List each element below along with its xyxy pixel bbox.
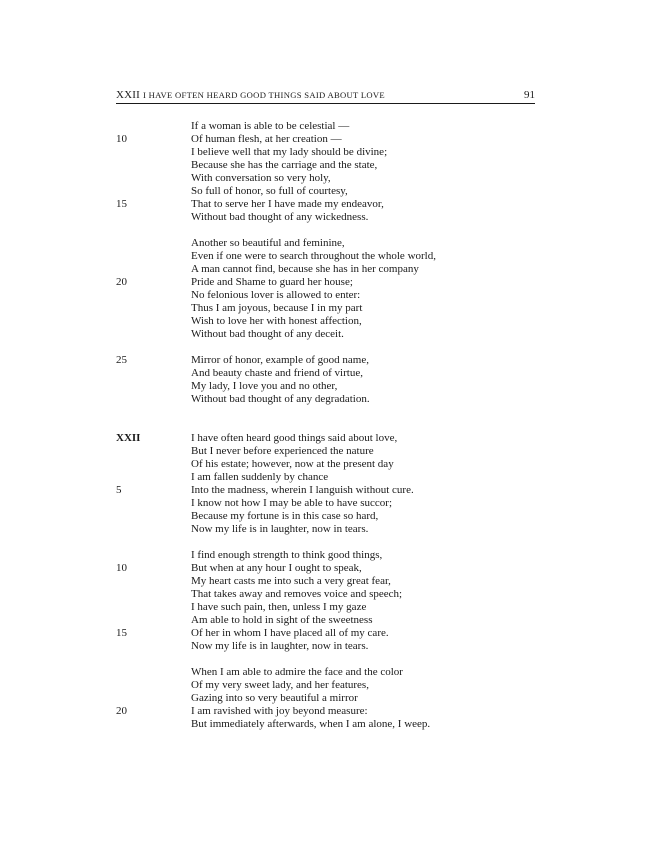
poem-line: No felonious lover is allowed to enter: bbox=[191, 289, 361, 301]
poem-line: Because she has the carriage and the state, bbox=[191, 159, 378, 171]
line-number: 25 bbox=[116, 354, 127, 366]
line-number: 15 bbox=[116, 627, 127, 639]
poem-line: Because my fortune is in this case so hard, bbox=[191, 510, 379, 522]
poem-line: Of my very sweet lady, and her features, bbox=[191, 679, 369, 691]
poem-line: Now my life is in laughter, now in tears. bbox=[191, 523, 369, 535]
poem-number-label: XXII bbox=[116, 432, 141, 444]
poem-line: I know not how I may be able to have succor; bbox=[191, 497, 392, 509]
poem-line: A man cannot find, because she has in her company bbox=[191, 263, 419, 275]
poem-line: My heart casts me into such a very great fear, bbox=[191, 575, 391, 587]
poem-line: Of her in whom I have placed all of my care. bbox=[191, 627, 389, 639]
poem-line: I have often heard good things said about love, bbox=[191, 432, 398, 444]
poem-line: Of human flesh, at her creation — bbox=[191, 133, 342, 145]
poem-line: Of his estate; however, now at the present day bbox=[191, 458, 394, 470]
poem-line: Without bad thought of any wickedness. bbox=[191, 211, 369, 223]
poem-line: I believe well that my lady should be divine; bbox=[191, 146, 388, 158]
line-number: 15 bbox=[116, 198, 127, 210]
poem-line: My lady, I love you and no other, bbox=[191, 380, 338, 392]
poem-line: Another so beautiful and feminine, bbox=[191, 237, 345, 249]
header-title: I HAVE OFTEN HEARD GOOD THINGS SAID ABOUT LOVE bbox=[142, 90, 385, 100]
line-number: 20 bbox=[116, 705, 127, 717]
line-number: 20 bbox=[116, 276, 127, 288]
poem-line: I find enough strength to think good things, bbox=[191, 549, 383, 561]
poem-line: Even if one were to search throughout the whole world, bbox=[191, 250, 436, 262]
poem-line: Without bad thought of any degradation. bbox=[191, 393, 370, 405]
poem-line: I am ravished with joy beyond measure: bbox=[191, 705, 368, 717]
poem-line: But I never before experienced the nature bbox=[191, 445, 374, 457]
poem-line: Mirror of honor, example of good name, bbox=[191, 354, 369, 366]
poem-line: That takes away and removes voice and speech; bbox=[191, 588, 403, 600]
poem-line: Thus I am joyous, because I in my part bbox=[191, 302, 363, 314]
line-number: 5 bbox=[116, 484, 122, 496]
poem-line: If a woman is able to be celestial — bbox=[191, 120, 350, 132]
poem-line: I am fallen suddenly by chance bbox=[191, 471, 329, 483]
poem-line: And beauty chaste and friend of virtue, bbox=[191, 367, 363, 379]
poem-line: Without bad thought of any deceit. bbox=[191, 328, 344, 340]
poem-line: But when at any hour I ought to speak, bbox=[191, 562, 362, 574]
poem-line: With conversation so very holy, bbox=[191, 172, 331, 184]
line-number: 10 bbox=[116, 133, 127, 145]
header-roman: XXII bbox=[116, 89, 141, 101]
poem-line: Wish to love her with honest affection, bbox=[191, 315, 362, 327]
poem-line: Now my life is in laughter, now in tears. bbox=[191, 640, 369, 652]
page-number: 91 bbox=[524, 89, 535, 101]
line-number: 10 bbox=[116, 562, 127, 574]
poem-line: When I am able to admire the face and the color bbox=[191, 666, 403, 678]
poem-line: Gazing into so very beautiful a mirror bbox=[191, 692, 358, 704]
poem-line: Pride and Shame to guard her house; bbox=[191, 276, 353, 288]
poem-line: That to serve her I have made my endeavor, bbox=[191, 198, 384, 210]
poem-line: I have such pain, then, unless I my gaze bbox=[191, 601, 367, 613]
poem-line: But immediately afterwards, when I am alone, I weep. bbox=[191, 718, 431, 730]
poem-line: Into the madness, wherein I languish without cure. bbox=[191, 484, 414, 496]
running-header bbox=[116, 89, 535, 104]
running-title bbox=[116, 89, 385, 101]
poem-line: So full of honor, so full of courtesy, bbox=[191, 185, 348, 197]
poem-line: Am able to hold in sight of the sweetness bbox=[191, 614, 373, 626]
